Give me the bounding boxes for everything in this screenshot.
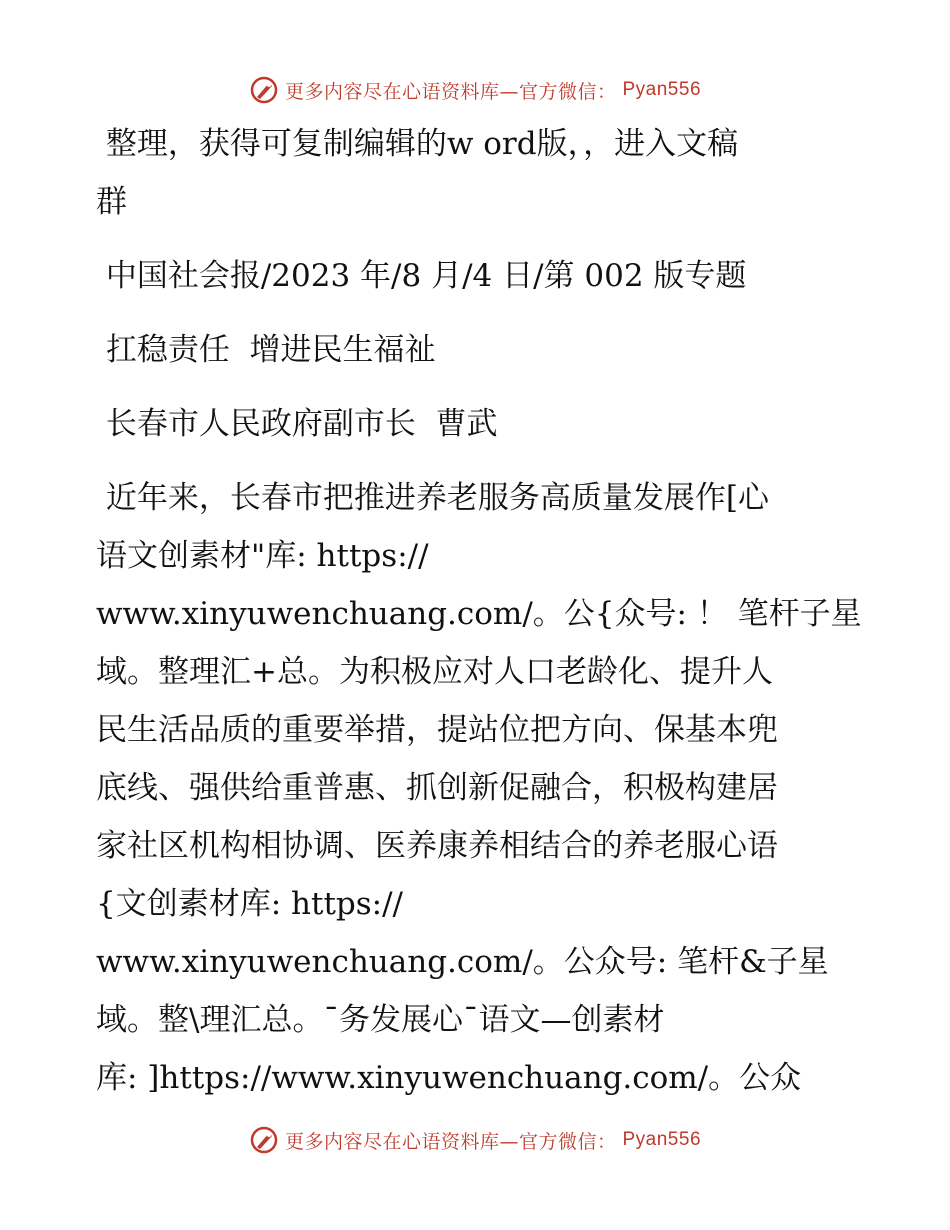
body-line: 语文创素材"库: https:// <box>96 538 429 574</box>
intro-line: 群 <box>96 184 127 220</box>
watermark-header <box>0 70 950 110</box>
body-line: 近年来，长春市把推进养老服务高质量发展作[心 <box>96 480 769 516</box>
intro-paragraph <box>96 115 856 231</box>
watermark-text: 更多内容尽在心语资料库—官方微信： <box>284 80 617 103</box>
body-line: 域。整理汇+总。为积极应对人口老龄化、提升人 <box>96 654 773 690</box>
watermark-wechat-id: Pyan556 <box>622 79 702 100</box>
body-line: 库: ]https://www.xinyuwenchuang.com/。公众 <box>96 1060 802 1096</box>
body-line: 民生活品质的重要举措，提站位把方向、保基本兜 <box>96 712 778 748</box>
body-line: www.xinyuwenchuang.com/。公众号: 笔杆&子星 <box>96 944 829 980</box>
body-paragraph <box>96 469 862 1107</box>
quill-logo-icon <box>249 75 279 105</box>
intro-line: 整理，获得可复制编辑的w ord版，，进入文稿 <box>96 126 739 162</box>
body-line: 家社区机构相协调、医养康养相结合的养老服心语 <box>96 828 778 864</box>
watermark-wechat-id: Pyan556 <box>622 1129 702 1150</box>
body-line: {文创素材库: https:// <box>96 886 403 922</box>
author-line: 长春市人民政府副市长 曹武 <box>96 406 498 442</box>
body-line: 底线、强供给重普惠、抓创新促融合，积极构建居 <box>96 770 778 806</box>
source-line: 中国社会报/2023 年/8 月/4 日/第 002 版专题 <box>96 258 747 294</box>
article-title: 扛稳责任 增进民生福祉 <box>96 332 436 368</box>
watermark-text: 更多内容尽在心语资料库—官方微信： <box>284 1130 617 1153</box>
watermark-footer <box>0 1120 950 1160</box>
document-body <box>96 115 862 1107</box>
quill-logo-icon <box>249 1125 279 1155</box>
body-line: 域。整\理汇总。¯务发展心¯语文—创素材 <box>96 1002 665 1038</box>
body-line: www.xinyuwenchuang.com/。公{众号: ！ 笔杆子星 <box>96 596 862 632</box>
